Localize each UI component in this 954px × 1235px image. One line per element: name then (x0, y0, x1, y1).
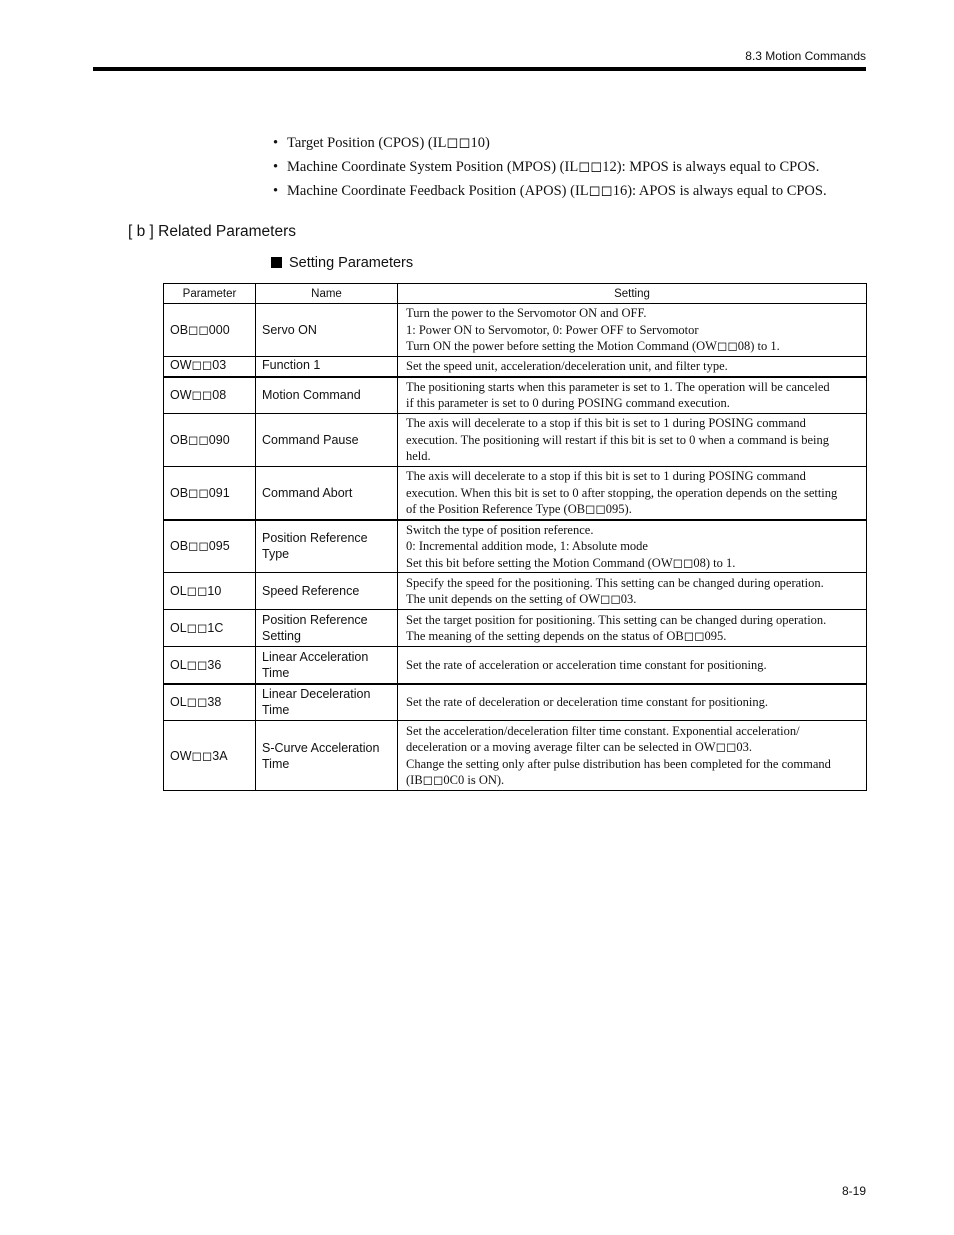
setting-line: deceleration or a moving average filter can be selected in OW◻◻03. (406, 740, 752, 754)
setting-line: 1: Power ON to Servomotor, 0: Power OFF to Servomotor (406, 322, 699, 337)
bullet-dot-icon: • (273, 159, 279, 175)
parameter-cell: OW◻◻08 (164, 377, 256, 414)
setting-line: execution. When this bit is set to 0 after stopping, the operation depends on the setting (406, 485, 838, 500)
table-row (164, 573, 867, 610)
name-cell: Command Pause (256, 414, 398, 467)
table-heading (271, 255, 413, 271)
setting-line: Switch the type of position reference. (406, 522, 594, 537)
column-header-setting: Setting (398, 284, 867, 304)
parameter-cell: OB◻◻091 (164, 467, 256, 520)
name-cell: Linear Deceleration Time (256, 684, 398, 721)
setting-line: Set the rate of deceleration or deceleration time constant for positioning. (406, 695, 769, 709)
setting-line: Set the target position for positioning. This setting can be changed during operation. (406, 612, 827, 627)
setting-line: (IB◻◻0C0 is ON). (406, 773, 505, 787)
table-row (164, 520, 867, 573)
parameter-cell: OL◻◻38 (164, 684, 256, 721)
subsection-title: [ b ] Related Parameters (128, 223, 296, 240)
setting-line: 0: Incremental addition mode, 1: Absolute mode (406, 539, 648, 553)
name-cell: Position Reference Type (256, 520, 398, 573)
setting-line: The axis will decelerate to a stop if this bit is set to 1 during POSING command (406, 416, 806, 431)
name-cell: Command Abort (256, 467, 398, 520)
setting-line: Set the speed unit, acceleration/deceleration unit, and filter type. (406, 359, 728, 373)
parameter-cell: OB◻◻000 (164, 304, 256, 357)
bullet-item (273, 133, 827, 157)
table-row (164, 304, 867, 357)
table-row (164, 721, 867, 791)
setting-line: Turn the power to the Servomotor ON and OFF. (406, 306, 647, 321)
bullet-item (273, 181, 827, 205)
setting-line: Set this bit before setting the Motion Command (OW◻◻08) to 1. (406, 555, 736, 570)
setting-line: The unit depends on the setting of OW◻◻03. (406, 592, 637, 606)
name-cell: Function 1 (256, 357, 398, 377)
parameter-cell: OB◻◻095 (164, 520, 256, 573)
table-row (164, 467, 867, 520)
bullet-text: Target Position (CPOS) (IL◻◻10) (287, 135, 490, 151)
setting-line: Turn ON the power before setting the Motion Command (OW◻◻08) to 1. (406, 339, 780, 354)
parameter-cell: OB◻◻090 (164, 414, 256, 467)
name-cell: Linear Acceleration Time (256, 647, 398, 684)
table-row (164, 357, 867, 377)
setting-parameters-table (163, 283, 867, 791)
setting-cell (398, 357, 867, 377)
bullet-text: Machine Coordinate Feedback Position (APOS) (IL◻◻16): APOS is always equal to CPOS. (287, 183, 827, 199)
table-row (164, 684, 867, 721)
bullet-list (273, 133, 827, 205)
header-rule (93, 67, 866, 71)
setting-cell (398, 377, 867, 414)
parameter-cell: OL◻◻36 (164, 647, 256, 684)
parameter-cell: OL◻◻1C (164, 610, 256, 647)
setting-cell (398, 304, 867, 357)
bullet-dot-icon: • (273, 135, 279, 151)
setting-line: The meaning of the setting depends on the status of OB◻◻095. (406, 629, 727, 643)
table-header-row (164, 284, 867, 304)
setting-line: Set the rate of acceleration or acceleration time constant for positioning. (406, 657, 767, 672)
setting-cell (398, 573, 867, 610)
setting-cell (398, 684, 867, 721)
setting-line: Change the setting only after pulse distribution has been completed for the command (406, 756, 831, 771)
setting-line: of the Position Reference Type (OB◻◻095). (406, 502, 632, 516)
setting-line: Set the acceleration/deceleration filter time constant. Exponential acceleration/ (406, 723, 800, 738)
setting-line: execution. The positioning will restart if this bit is set to 0 when a command is being (406, 432, 829, 447)
setting-cell (398, 721, 867, 791)
page-number: 8-19 (841, 1184, 866, 1198)
table-row (164, 414, 867, 467)
setting-line: held. (406, 449, 431, 464)
setting-cell (398, 414, 867, 467)
table-row (164, 377, 867, 414)
name-cell: Motion Command (256, 377, 398, 414)
name-cell: S-Curve Acceleration Time (256, 721, 398, 791)
parameter-cell: OW◻◻03 (164, 357, 256, 377)
parameter-cell: OW◻◻3A (164, 721, 256, 791)
setting-cell (398, 610, 867, 647)
setting-line: Specify the speed for the positioning. This setting can be changed during operation. (406, 575, 824, 590)
section-header: 8.3 Motion Commands (745, 49, 866, 63)
setting-cell (398, 647, 867, 684)
table-heading-text: Setting Parameters (289, 255, 414, 271)
setting-line: if this parameter is set to 0 during POSING command execution. (406, 396, 730, 411)
setting-line: The axis will decelerate to a stop if this bit is set to 1 during POSING command (406, 469, 806, 483)
column-header-parameter: Parameter (164, 284, 256, 304)
setting-cell (398, 520, 867, 573)
table-row (164, 610, 867, 647)
name-cell: Servo ON (256, 304, 398, 357)
column-header-name: Name (256, 284, 398, 304)
bullet-dot-icon: • (273, 183, 279, 199)
setting-line: The positioning starts when this parameter is set to 1. The operation will be canceled (406, 379, 830, 394)
table-row (164, 647, 867, 684)
setting-cell (398, 467, 867, 520)
square-bullet-icon (271, 257, 282, 268)
name-cell: Position Reference Setting (256, 610, 398, 647)
name-cell: Speed Reference (256, 573, 398, 610)
bullet-text: Machine Coordinate System Position (MPOS) (IL◻◻12): MPOS is always equal to CPOS. (287, 159, 820, 175)
bullet-item (273, 157, 827, 181)
parameter-cell: OL◻◻10 (164, 573, 256, 610)
